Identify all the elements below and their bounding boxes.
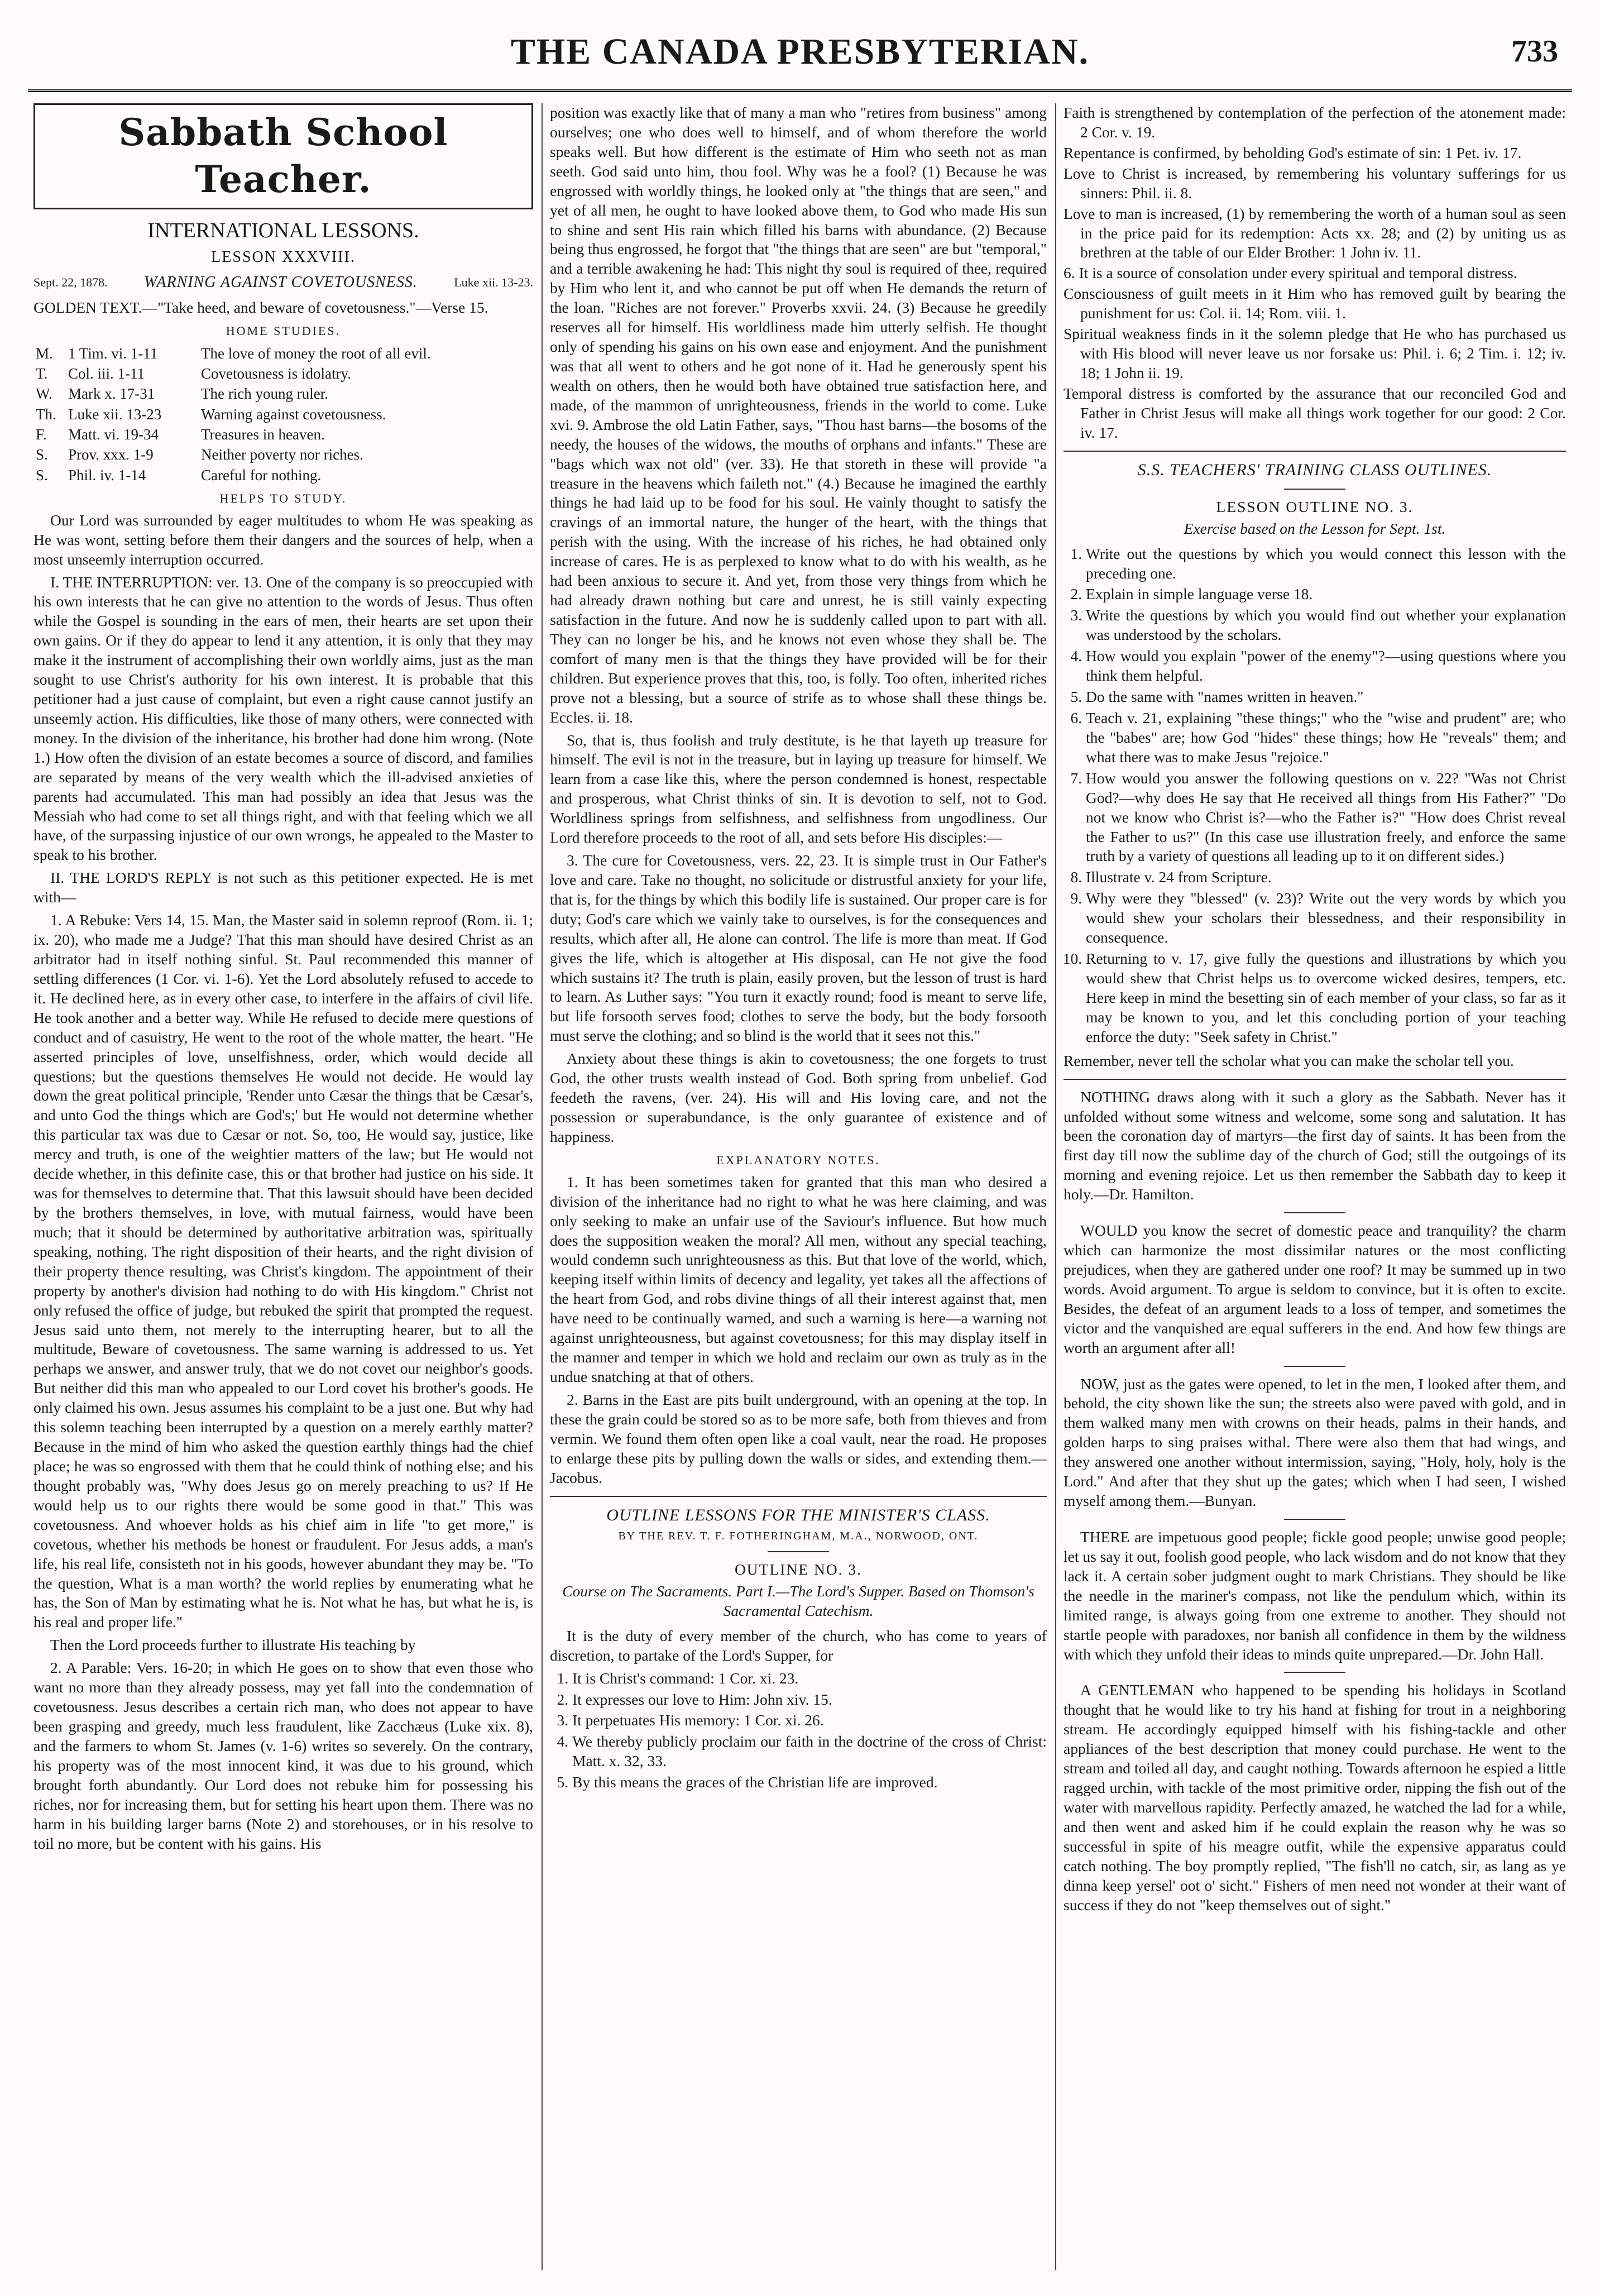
body-paragraph: WOULD you know the secret of domestic peace and tranquility? the charm which can harmonize the most dissimilar natures or the most conflicting prejudices, when they are gathered under one roof? It may be summed up in two words. Avoid argument. To argue is seldom to convince, but it is often to excite. Besides, the defeat of an argument leads to a loss of temper, and sometimes the victor and the vanquished are equal sufferers in the end. And how few things are worth an argument after all! [1064, 1222, 1566, 1356]
list-item: 4. We thereby publicly proclaim our faith in the doctrine of the cross of Christ: Matt. x. 32, 33. [572, 1732, 1047, 1771]
lesson-number: LESSON XXXVIII. [211, 248, 356, 266]
column-middle [550, 103, 1047, 2275]
body-paragraph: Then the Lord proceeds further to illustrate His teaching by [50, 1636, 416, 1654]
lesson-title: WARNING AGAINST COVETOUSNESS. [144, 274, 418, 291]
masthead-box [33, 103, 533, 209]
training-footer: Remember, never tell the scholar what you can make the scholar tell you. [1064, 1051, 1514, 1069]
header-rule [28, 89, 1572, 92]
notes-heading: EXPLANATORY NOTES. [716, 1152, 880, 1167]
list-item: 5. Do the same with "names written in heaven." [1086, 687, 1566, 707]
note-paragraph: 1. It has been sometimes taken for granted that this man who desired a division of the inheritance had no right to what he was here claiming, and was only seeking to make an unfair use of the Saviour's influence. But how much does the supposition weaken the moral? All men, without any special teaching, would condemn such unrighteousness as this. But that love of the world, which, keeping itself within limits of decency and legality, yet takes all the affections of the heart from God, and robs divine things of all their interest against that, men have need to be continually warned, and such a warning is here—a warning not against unrighteousness, but against covetousness; for this may display itself in the manner and temper in which we hold and reclaim our own as truly as in the undue snatching at that of others. [550, 1173, 1047, 1386]
list-item: Spiritual weakness finds in it the solemn pledge that He who has purchased us with His blood will never leave us nor forsake us: Phil. i. 6; 2 Tim. i. 12; iv. 18; 1 John ii. 19. [1064, 325, 1566, 381]
body-paragraph: So, that is, thus foolish and truly destitute, is he that layeth up treasure for himself. The evil is not in the treasure, but in laying up treasure for himself. We learn from a case like this, where the person condemned is honest, respectable and prosperous, what Christ thinks of sin. It is devotion to self, not to God. Worldliness springs from selfishness, and selfishness from ungodliness. Our Lord therefore proceeds to the root of all, and sets before His disciples:— [550, 731, 1047, 846]
home-studies-table [33, 343, 533, 485]
table-row: F. Matt. vi. 19-34 Treasures in heaven. [36, 425, 325, 443]
body-paragraph: THERE are impetuous good people; fickle good people; unwise good people; let us say it out, foolish good people, who lack wisdom and do not know that they lack it. A certain sober judgment ought to mark Christians. They should be like the needle in the mariner's compass, not like the pendulum which, within its limited range, is always going from one extreme to another. They should not startle people with paradoxes, nor banish all confidence in them by the wildness with which they unfold their ideas to minds quite unprepared.—Dr. John Hall. [1064, 1528, 1566, 1663]
page-number: 733 [1511, 34, 1558, 69]
body-paragraph: NOTHING draws along with it such a glory as the Sabbath. Never has it unfolded without some witness and welcome, some song and salutation. It has been the coronation day of martyrs—the first day of saints. It has been from the first day till now the sublime day of the church of God; still the outgoings of its morning and evening rejoice. Let us then remember the Sabbath day to keep it holy.—Dr. Hamilton. [1064, 1088, 1566, 1203]
column-right [1064, 103, 1566, 2275]
table-row: M. 1 Tim. vi. 1-11 The love of money the root of all evil. [36, 345, 431, 362]
list-item: 5. By this means the graces of the Christian life are improved. [572, 1773, 1047, 1792]
list-item: Consciousness of guilt meets in it Him who has removed guilt by bearing the punishment for us: Col. ii. 14; Rom. viii. 1. [1064, 285, 1566, 322]
lesson-reference [33, 272, 533, 293]
short-rule [1284, 1212, 1345, 1213]
body-paragraph: Anxiety about these things is akin to covetousness; the one forgets to trust God, the other trusts wealth instead of God. Both spring from unbelief. God feedeth the ravens, (ver. 24). His will and His loving care, and not the possession or superabundance, is the only guarantee of existence and of happiness. [550, 1050, 1047, 1145]
training-subtitle: Exercise based on the Lesson for Sept. 1st. [1184, 519, 1446, 537]
list-item: Love to man is increased, (1) by remembering the worth of a human soul as seen in the price paid for its redemption: Acts xx. 28; and (2) by uniting us as brethren at the table of our Elder Brother: 1 John iv. 11. [1064, 204, 1566, 261]
note-paragraph: 2. Barns in the East are pits built underground, with an opening at the top. In these the grain could be stored so as to be more safe, both from thieves and from vermin. We found them often open like a coal vault, near the road. He proposes to enlarge these pits by pulling down the walls or sides, and extending them.—Jacobus. [550, 1390, 1047, 1486]
section-divider [1064, 1079, 1566, 1080]
list-item: Temporal distress is comforted by the assurance that our reconciled God and Father in Christ Jesus will make all things work together for our good: 2 Cor. iv. 17. [1064, 384, 1566, 441]
graces-list [1064, 103, 1566, 443]
body-paragraph: NOW, just as the gates were opened, to let in the men, I looked after them, and behold, the city shown like the sun; the streets also were paved with gold, and in them walked many men with crowns on their heads, palms in their hands, and golden harps to sing praises withal. There were also them that had wings, and they answered one another without intermission, saying, "Holy, holy, holy is the Lord." And after that they shut up the gates; which when I had seen, I wished myself among them.—Bunyan. [1064, 1375, 1566, 1510]
training-heading: S.S. TEACHERS' TRAINING CLASS OUTLINES. [1137, 460, 1492, 479]
section-heading: INTERNATIONAL LESSONS. [147, 218, 419, 242]
list-item: 1. It is Christ's command: 1 Cor. xi. 23. [572, 1669, 1047, 1688]
list-item: 2. Explain in simple language verse 18. [1086, 585, 1566, 604]
body-paragraph: 2. A Parable: Vers. 16-20; in which He goes on to show that even those who want no more than they already possess, may yet fall into the condemnation of covetousness. Jesus describes a certain rich man, who does not appear to have been grasping and greedy, much less fraudulent, like Zacchæus (Luke xix. 8), and the farmers to whom St. James (v. 1-6) writes so severely. On the contrary, his property was of the most innocent kind, it was due to his ground, which brought forth abundantly. Our Lord does not rebuke him for possessing his riches, nor for increasing them, but for setting his heart upon them. There was no harm in his building larger barns (Note 2) and storehouses, or in his resolve to toil no more, but be content with his gains. His [33, 1659, 533, 1852]
table-row: S. Phil. iv. 1-14 Careful for nothing. [36, 466, 322, 484]
list-item: 10. Returning to v. 17, give fully the questions and illustrations by which you would shew that Christ helps us to overcome wicked desires, tempers, etc. Here keep in mind the besetting sin of each member of your class, so far as it may be known to you, and let this concluding portion of your teaching enforce the duty: "Seek safety in Christ." [1086, 949, 1566, 1047]
list-item: 6. It is a source of consolation under every spiritual and temporal distress. [1064, 264, 1517, 282]
column-left [33, 103, 533, 2275]
body-paragraph: 1. A Rebuke: Vers 14, 15. Man, the Master said in solemn reproof (Rom. ii. 1; ix. 20), who made me a Judge? That this man should have desired Christ as an arbitrator had in itself nothing sinful. St. Paul recommended this manner of settling differences (1 Cor. vi. 1-6). Yet the Lord absolutely refused to accede to it. He declined here, as in every other case, to interfere in the affairs of civil life. He took another and a better way. While He refused to decide mere questions of conduct and of casuistry, He went to the root of the whole matter, the heart. "He asserted principles of love, unselfishness, order, which would decide all questions; but the questions themselves He would not decide. He would lay down the great political principle, 'Render unto Cæsar the things that be Cæsar's, and unto God the things which are God's;' but He would not determine whether this particular tax was due to Cæsar or not. So, too, He would say, justice, like mercy and truth, is one of the weightier matters of the law; but He would not decide whether, in this definite case, this or that brother had justice on his side. It was for themselves to determine that. That this lawsuit should have been decided by the brothers themselves, in love, with mutual fairness, would have been much; that it should be determined by authoritative arbitration was, spiritually speaking, nothing. The right disposition of their hearts, and the right division of their property thence resulting, was Christ's kingdom. The appointment of their property by another's division had nothing to do with His kingdom." Christ not only refused the office of judge, but rebuked the spirit that prompted the request. Jesus said unto them, not merely to the interrupting hearer, but to all the multitude, Beware of covetousness. The same warning is addressed to us. Yet perhaps we answer, and answer truly, that we do not covet our neighbor's goods. But neither did this man who appealed to our Lord covet his brother's goods. He only claimed his own. Jesus assumes his complaint to be a just one. But why had this solemn teaching been interrupted by a question on a merely earthly matter? Because in the mind of him who asked the question earthly things had the chief place; he was so engrossed with them that he could think of nothing else; and his thought probably was, "Why does Jesus go on merely preaching to us? If He would help us to our rights there would be some good in that." This was covetousness. And whoever holds as his chief aim in life "to get more," is covetous, whether his methods be honest or fraudulent. For Jesus adds, a man's life, his real life, consisteth not in his goods, however abundant they may be. "To the question, What is a man worth? the world replies by enumerating what he has, the Son of Man by estimating what he is. Not what he has, but what he is, is his real and proper life." [33, 911, 533, 1631]
masthead: Sabbath School Teacher. [118, 111, 448, 201]
short-rule [1284, 1519, 1345, 1520]
short-rule [1284, 1366, 1345, 1367]
outline-number: OUTLINE NO. 3. [734, 1561, 863, 1578]
body-paragraph: A GENTLEMAN who happened to be spending his holidays in Scotland thought that he would like to try his hand at fishing for trout in a neighboring stream. He accordingly equipped himself with his fishing-tackle and other appliances of the best description that money could purchase. He went to the stream and toiled all day, and caught nothing. Towards afternoon he espied a little ragged urchin, with tackle of the most primitive order, nipping the fish out of the water with marvellous rapidity. Perfectly amazed, he watched the lad for a while, and then went and asked him if he could explain the reason why he was so successful in spite of his meagre outfit, while the expensive apparatus could catch nothing. The boy promptly replied, "The fish'll no catch, sir, as lang as ye dinna keep yersel' oot o' sicht." Fishers of men need not wonder at their want of success if they do not "keep themselves out of sight." [1064, 1681, 1566, 1914]
lesson-date: Sept. 22, 1878. [33, 275, 108, 290]
golden-text: GOLDEN TEXT.—"Take heed, and beware of covetousness."—Verse 15. [33, 298, 488, 316]
outline-heading: OUTLINE LESSONS FOR THE MINISTER'S CLASS. [606, 1505, 990, 1524]
list-item: 3. It perpetuates His memory: 1 Cor. xi. 26. [572, 1711, 1047, 1730]
home-studies-heading: HOME STUDIES. [226, 323, 341, 338]
lesson-scripture: Luke xii. 13-23. [454, 275, 533, 290]
table-row: S. Prov. xxx. 1-9 Neither poverty nor riches. [36, 446, 363, 463]
table-row: W. Mark x. 17-31 The rich young ruler. [36, 385, 328, 403]
list-item: Love to Christ is increased, by remembering his voluntary sufferings for us sinners: Phil. ii. 8. [1064, 164, 1566, 202]
body-paragraph: I. THE INTERRUPTION: ver. 13. One of the company is so preoccupied with his own interests that he can give no attention to the words of Jesus. Thus often while the Gospel is sounding in the ears of men, their hearts are set upon their own gains. Or if they do appear to lend it any attention, it is only that they may make it the instrument of accomplishing their own worldly aims, just as the man sought to use Christ's authority for his own interest. It is probable that this petitioner had a just cause of complaint, but even a right cause cannot justify an unseemly action. His difficulties, like those of many others, were connected with money. In the division of the inheritance, his brother had done him wrong. (Note 1.) How often the division of an estate becomes a source of discord, and families are separated by means of the very wealth which the ill-advised anxieties of parents had accumulated. This man had possibly an idea that Jesus was the Messiah who had come to set all things right, and with that feeling which we all have, of the surpassing injustice of our own wrongs, he appealed to the Master to speak to his brother. [33, 573, 533, 864]
running-title: THE CANADA PRESBYTERIAN. [510, 31, 1090, 72]
outline-course: Course on The Sacraments. Part I.—The Lord's Supper. Based on Thomson's Sacramental Catechism. [562, 1582, 1034, 1619]
list-item: Repentance is confirmed, by beholding God's estimate of sin: 1 Pet. iv. 17. [1064, 144, 1522, 161]
short-rule [1284, 489, 1345, 490]
list-item: Faith is strengthened by contemplation of the perfection of the atonement made: 2 Cor. v. 19. [1064, 104, 1566, 141]
short-rule [1284, 1672, 1345, 1673]
body-paragraph: Our Lord was surrounded by eager multitudes to whom He was speaking as He was wont, setting before them their dangers and the sources of help, when a most unseemly interruption occurred. [33, 511, 533, 568]
body-paragraph: position was exactly like that of many a man who "retires from business" among ourselves; one who does well to himself, and of whom therefore the world speaks well. But how different is the estimate of Him who seeth not as man seeth. God said unto him, thou fool. Why was he a fool? (1) Because he was engrossed with worldly things, he looked only at "the things that are seen," and yet of all men, he ought to have looked above them, to God who made His sun to shine and sent His rain which filled his barns with abundance. (2) Because being thus engrossed, he forgot that "the things that are seen" are but "temporal," and a terrible awakening he had: This night thy soul is required of thee, required by Him who lent it, and who cannot be put off when He demands the return of the loan. "Riches are not forever." Proverbs xxvii. 24. (3) Because he greedily reserves all for himself. His worldliness made him utterly selfish. He thought only of spending his gains on his own ease and enjoyment. And the punishment was that all went to others and he got none of it. Had he generously spent his wealth on others, then he would both have obtained true satisfaction here, and made, of the mammon of unrighteousness, friends in the world to come. Luke xvi. 9. Ambrose the old Latin Father, says, "Thou hast barns—the bosoms of the needy, the houses of the widows, the mouths of orphans and infants." These are "bags which wax not old" (ver. 33). He that storeth in these will provide "a treasure in the heavens which faileth not." (4.) Because he imagined the earthly things he had laid up to be food for his soul. He vainly thought to satisfy the cravings of an immortal nature, the hunger of the heart, with the things that perish with the using. With the increase of his riches, he had obtained only increase of cares. He is as perplexed to know what to do with his wealth, as he had been anxious to secure it. And yet, from those very things from which he had already drawn nothing but care and unrest, he is still vainly expecting satisfaction in the future. And now he is suddenly called upon to part with all. They can no longer be his, and he knows not even whose they shall be. The comfort of many men is that the things they have provided will be for their children. But experience proves that this, too, is folly. Too often, inherited riches prove not a blessing, but a source of strife as to whose shall these things be. Eccles. ii. 18. [550, 104, 1047, 726]
short-rule [768, 1551, 829, 1552]
table-row: T. Col. iii. 1-11 Covetousness is idolatry. [36, 365, 351, 382]
list-item: 1. Write out the questions by which you would connect this lesson with the preceding one. [1086, 544, 1566, 583]
outline-intro: It is the duty of every member of the church, who has come to years of discretion, to partake of the Lord's Supper, for [550, 1627, 1047, 1664]
list-item: 3. Write the questions by which you would find out whether your explanation was understood by the scholars. [1086, 606, 1566, 645]
column-divider [542, 103, 543, 2270]
body-paragraph: II. THE LORD'S REPLY is not such as this petitioner expected. He is met with— [33, 869, 533, 906]
training-list [1064, 544, 1566, 1047]
list-item: 8. Illustrate v. 24 from Scripture. [1086, 868, 1566, 887]
section-divider [550, 1496, 1047, 1497]
table-row: Th. Luke xii. 13-23 Warning against covetousness. [36, 405, 386, 423]
helps-heading: HELPS TO STUDY. [219, 491, 347, 505]
training-number: LESSON OUTLINE NO. 3. [1216, 498, 1414, 515]
body-paragraph: 3. The cure for Covetousness, vers. 22, 23. It is simple trust in Our Father's love and care. Take no thought, no solicitude or distrustful anxiety for your life, that is, for the things by which this bodily life is sustained. Our proper care is for duty; God's care which we vainly take to ourselves, is for the consequences and results, which after all, He alone can control. The life is more than meat. If God gives the life, which is altogether at His disposal, can He not give the food which sustains it? The truth is plain, easily proven, but the lesson of trust is hard to learn. As Luther says: "You turn it exactly round; food is meant to serve life, but life forsooth serves food; clothes to serve the body, but the body forsooth must serve the clothing; and so blind is the world that it sees not this." [550, 852, 1047, 1045]
outline-list [550, 1669, 1047, 1793]
column-divider [1055, 103, 1056, 2270]
list-item: 6. Teach v. 21, explaining "these things;" who the "wise and prudent" are; who the "babes" are; how God "hides" these things; how He "reveals" them; and what there was to make Jesus "rejoice." [1086, 709, 1566, 767]
section-divider [1064, 451, 1566, 452]
list-item: 4. How would you explain "power of the enemy"?—using questions where you think them helpful. [1086, 647, 1566, 686]
outline-byline: BY THE REV. T. F. FOTHERINGHAM, M.A., NORWOOD, ONT. [618, 1529, 979, 1542]
list-item: 2. It expresses our love to Him: John xiv. 15. [572, 1690, 1047, 1710]
page-header [0, 0, 1600, 95]
list-item: 7. How would you answer the following questions on v. 22? "Was not Christ God?—why does He say that He received all things from His Father?" "Do not we know who Christ is?—who the Father is?" "How does Christ reveal the Father to us?" (In this case use illustration freely, and enforce the same truth by a variety of questions all leading up to it on different sides.) [1086, 769, 1566, 867]
list-item: 9. Why were they "blessed" (v. 23)? Write out the very words by which you would shew your scholars their blessedness, and their responsibility in consequence. [1086, 889, 1566, 948]
